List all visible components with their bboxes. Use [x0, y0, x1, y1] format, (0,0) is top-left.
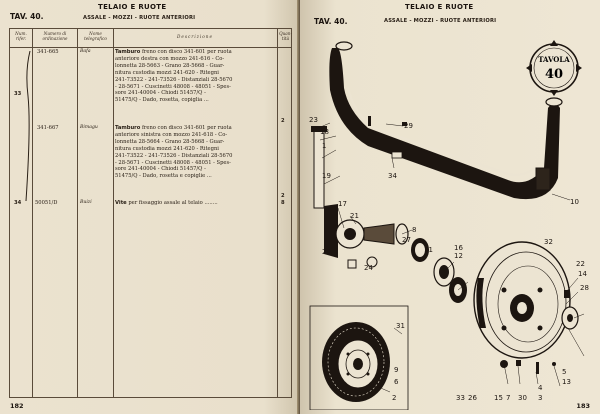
callout: 23: [309, 116, 318, 124]
desc-line: 51475/Q - Dado, rosetta, copiglia ...: [115, 97, 209, 104]
desc-line: - 28-5671 - Cuscinetti 48008 - 48051 - Spes-: [115, 159, 231, 166]
desc-line: 241-73522 - 241-73526 - Distanziali 28-5670: [115, 76, 233, 83]
header-telegraph: Nome telegrafico: [84, 31, 107, 41]
row-code: 341-667: [37, 125, 59, 131]
plate-label: TAV. 40.: [314, 17, 348, 26]
callout: 14: [578, 270, 587, 278]
callout: 8: [412, 226, 417, 234]
desc-line: nitura custodia mozzi 241-620 - Ritegni: [115, 69, 219, 76]
callout: 32: [544, 238, 553, 246]
row-qty: 2: [281, 193, 285, 199]
row-telegraph: Buizi: [80, 200, 92, 205]
page-subtitle: ASSALE - MOZZI - RUOTE ANTERIORI: [384, 18, 497, 24]
row-description: [115, 125, 277, 180]
desc-line: lonnetta 28-5664 - Grano 28-5668 - Guar-: [115, 138, 225, 145]
row-qty: 2: [281, 118, 285, 124]
callout: 9: [394, 366, 399, 374]
callout: 22: [576, 260, 585, 268]
tavola-badge: [526, 40, 582, 96]
callout: 28: [580, 284, 589, 292]
callout: 16: [454, 244, 463, 252]
callout: 34: [388, 172, 397, 180]
header-qty: Quan- tità: [279, 31, 292, 41]
callout: 13: [562, 378, 571, 386]
exploded-axle-drawing: [308, 28, 595, 410]
callout: 26: [468, 394, 477, 402]
row-code: 341-665: [37, 49, 59, 55]
desc-line: 51475/Q - Dado, rosetta e copiglie ...: [115, 173, 212, 180]
desc-line: freno con disco 341-601 per ruota: [141, 125, 232, 131]
desc-line: sore 241-40004 - Chiodi 51457/Q -: [115, 90, 206, 97]
callout: 21: [350, 212, 359, 220]
page-number: 182: [10, 402, 24, 410]
row-lead: Tamburo: [115, 125, 141, 131]
desc-line: sore 241-40004 - Chiodi 51457/Q -: [115, 166, 206, 173]
callout: 7: [506, 394, 511, 402]
desc-line: lonnetta 28-5663 - Grano 28-5668 - Guar-: [115, 62, 225, 69]
desc-line: anteriore sinistra con mozzo 241-618 - Co-: [115, 131, 228, 138]
row-telegraph: Bimagu: [80, 125, 98, 130]
badge-label: TAVOLA: [538, 55, 570, 64]
plate-label: TAV. 40.: [10, 12, 44, 21]
callout: 15: [494, 394, 503, 402]
row-lead: Vite: [115, 200, 127, 206]
row-ref: 34: [14, 200, 22, 206]
running-title: TELAIO E RUOTE: [405, 3, 474, 11]
axle-beam: [329, 42, 562, 199]
callout: 12: [454, 252, 463, 260]
row-brace: [24, 51, 32, 201]
callout: 20: [322, 248, 331, 256]
row-description: [115, 49, 277, 104]
callout: 10: [570, 198, 579, 206]
callout: 33: [456, 394, 465, 402]
parts-table: [9, 28, 292, 398]
brake-drum: [474, 242, 570, 358]
desc-line: nitura custodia mozzi 241-620 - Ritegni: [115, 145, 219, 152]
callout: 3: [538, 394, 543, 402]
callout: 30: [518, 394, 527, 402]
callout: 5: [562, 368, 567, 376]
header-num: Num. rifer.: [15, 31, 27, 41]
right-page: [300, 0, 600, 414]
desc-line: - 28-5671 - Cuscinetti 48008 - 48051 - Spes-: [115, 83, 231, 90]
callout: 17: [338, 200, 347, 208]
row-ref: 33: [14, 91, 22, 97]
header-description: Descrizione: [177, 34, 213, 39]
callout: 24: [364, 264, 373, 272]
page-subtitle: ASSALE - MOZZI - RUOTE ANTERIORI: [83, 15, 196, 21]
row-qty: 8: [281, 200, 285, 206]
row-telegraph: Bafa: [80, 49, 91, 54]
page-number: 183: [576, 402, 590, 410]
header-code: Numero di ordinazione: [42, 31, 68, 41]
callout: 18: [320, 128, 329, 136]
callout: 11: [424, 246, 433, 254]
running-title: TELAIO E RUOTE: [98, 3, 167, 11]
callout: 4: [538, 384, 543, 392]
badge-number: 40: [544, 67, 564, 82]
callout: 6: [394, 378, 399, 386]
row-code: 50051/D: [35, 200, 58, 206]
callout: 1: [322, 142, 327, 150]
callout: 2: [392, 394, 397, 402]
row-lead: Tamburo: [115, 49, 141, 55]
row-description: [115, 200, 277, 207]
desc-line: per fissaggio assale al telaio ........: [128, 200, 218, 206]
desc-line: freno con disco 341-601 per ruota: [141, 49, 232, 55]
desc-line: anteriore destra con mozzo 241-616 - Co-: [115, 55, 225, 62]
callout: 19: [322, 172, 331, 180]
callout: 27: [402, 236, 411, 244]
callout: 29: [404, 122, 413, 130]
desc-line: 241-73522 - 241-73526 - Distanziali 28-5670: [115, 152, 233, 159]
callout: 31: [396, 322, 405, 330]
